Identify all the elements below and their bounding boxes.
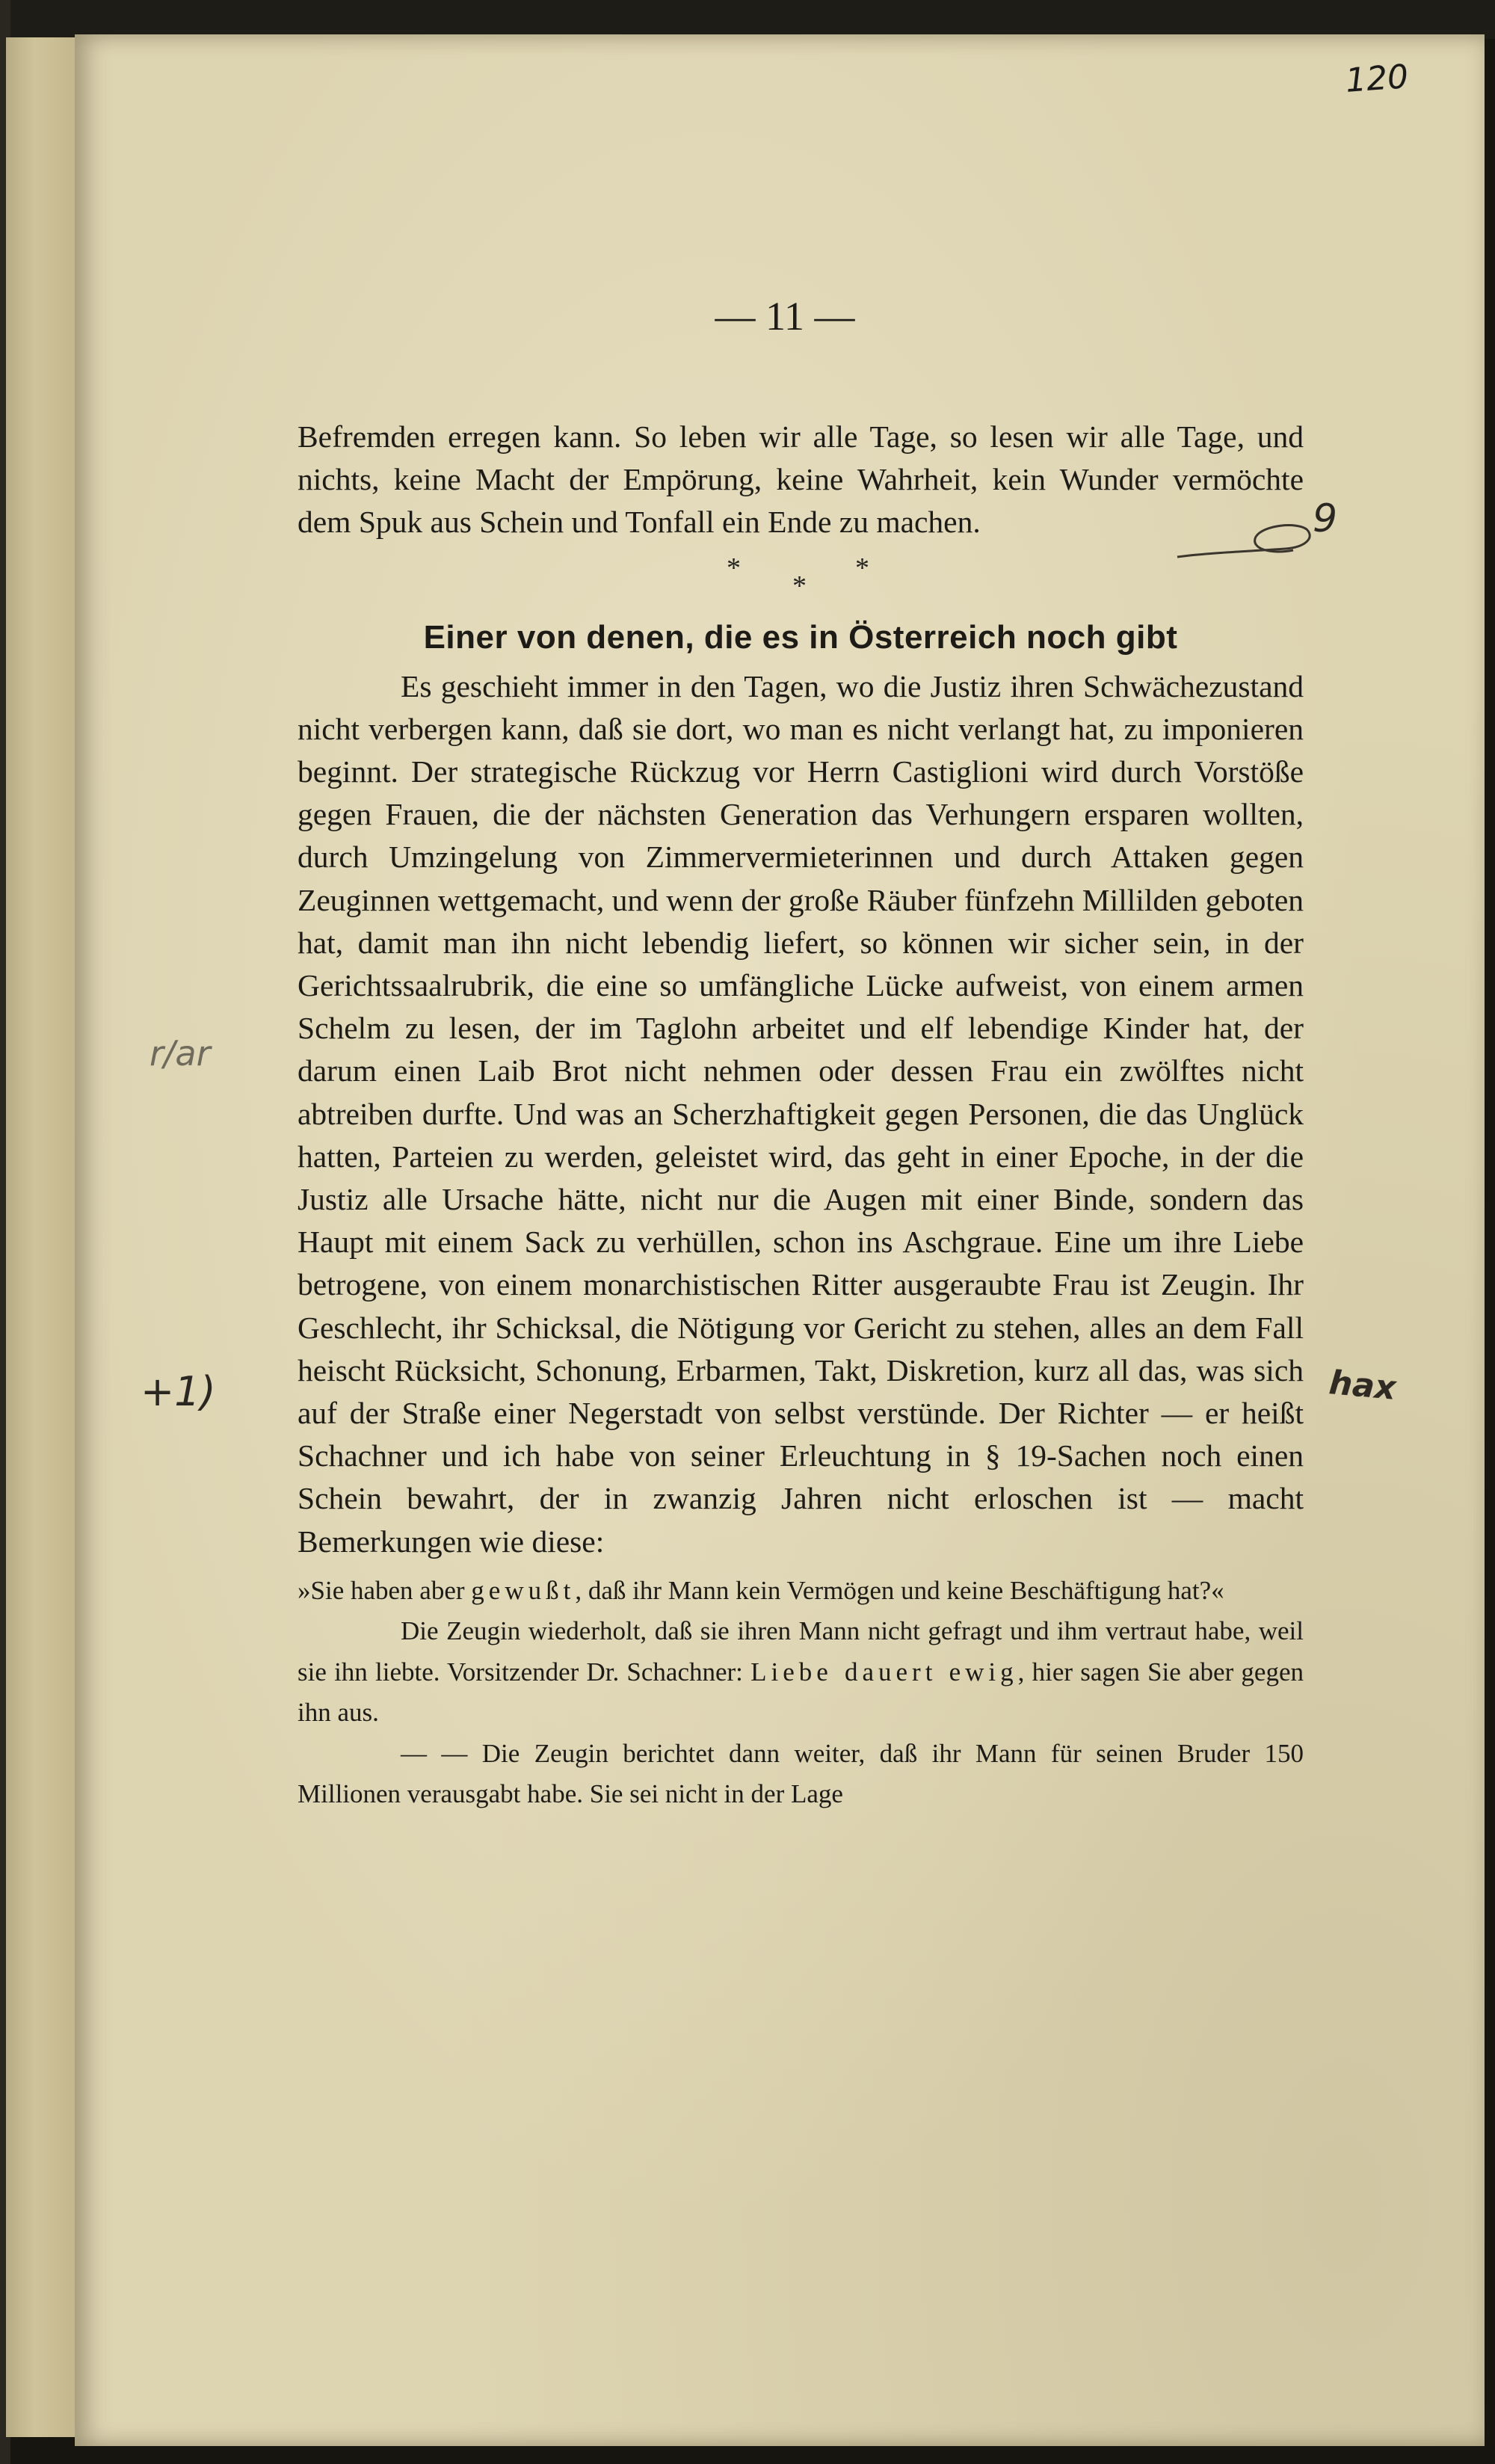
small-p2-pre: Die Zeugin wiederholt, daß sie ihren Mann nicht gefragt und ihm vertraut habe, weil sie ihn liebte. Vorsitzender Dr. Schachner: [298,1616,1304,1687]
margin-note-right-lower: hax [1327,1364,1398,1408]
asterisk-1: * [727,552,741,584]
asterisk-2: * [792,570,807,602]
small-p2-post: , hier sagen Sie aber gegen ihn aus. [298,1657,1304,1728]
quote-text-pre: »Sie haben aber [298,1575,472,1605]
folio-number: 120 [1344,58,1410,100]
small-p2-spaced: Liebe dauert ewig [750,1657,1018,1687]
quote-text-post: , daß ihr Mann kein Vermögen und keine Beschäftigung hat?« [575,1575,1224,1605]
asterism-divider [298,544,1304,612]
paragraph-main: Es geschieht immer in den Tagen, wo die Justiz ihren Schwächezustand nicht verbergen kann, daß sie dort, wo man es nicht verlangt hat, zu imponieren beginnt. Der strategische Rückzug vor Herrn Castiglioni wird durch Vorstöße gegen Frauen, die der nächsten Generation das Verhungern ersparen wollten, durch Umzingelung von Zimmervermieterinnen und durch Attaken gegen Zeuginnen wettgemacht, und wenn der große Räuber fünfzehn Millilden geboten hat, damit man ihn nicht lebendig liefert, so können wir sicher sein, in der Gerichtssaalrubrik, die eine so umfängliche Lücke aufweist, von einem armen Schelm zu lesen, der im Taglohn arbeitet und elf lebendige Kinder hat, der darum einen Laib Brot nicht nehmen oder dessen Frau ein zwölftes nicht abtreiben durfte. Und was an Scherzhaftigkeit gegen Personen, die das Unglück hatten, Parteien zu werden, geleistet wird, das geht in einer Epoche, in der die Justiz alle Ursache hätte, nicht nur die Augen mit einer Binde, sondern das Haupt mit einem Sack zu verhüllen, schon ins Aschgraue. Eine um ihre Liebe betrogene, von einem monarchistischen Ritter ausgeraubte Frau ist Zeugin. Ihr Geschlecht, ihr Schicksal, die Nötigung vor Gericht zu stehen, alles an dem Fall heischt Rücksicht, Schonung, Erbarmen, Takt, Diskretion, kurz all das, was sich auf der Straße einer Negerstadt von selbst verstünde. Der Richter — er heißt Schachner und ich habe von seiner Erleuchtung in § 19-Sachen noch einen Schein bewahrt, der in zwanzig Jahren nicht erloschen ist — macht Bemerkungen wie diese: [298,668,1304,1559]
margin-note-left-lower: +1) [141,1368,216,1415]
margin-note-top-right: 9 [1313,496,1338,541]
page-number: — 11 — [715,294,855,339]
text-body [298,416,1304,1815]
section-heading: Einer von denen, die es in Österreich noch gibt [423,618,1178,656]
book-cover-edge [6,37,80,2437]
quote-text-spaced: gewußt [471,1575,576,1605]
paragraph-intro: Befremden erregen kann. So leben wir alle Tage, so lesen wir alle Tage, und nichts, keine Macht der Empörung, keine Wahrheit, kein Wunder vermöchte dem Spuk aus Schein und Tonfall ein Ende zu machen. [298,419,1304,540]
small-paragraph-3: — — Die Zeugin berichtet dann weiter, daß ihr Mann für seinen Bruder 150 Millionen verausgabt habe. Sie sei nicht in der Lage [298,1738,1304,1809]
scan-top-edge [0,0,1495,39]
quote-paragraph [298,1571,1304,1612]
asterisk-3: * [855,552,869,584]
margin-note-left-upper: r/ar [150,1033,211,1074]
handwritten-strike-loop [1174,516,1323,576]
small-paragraph-2 [298,1611,1304,1734]
